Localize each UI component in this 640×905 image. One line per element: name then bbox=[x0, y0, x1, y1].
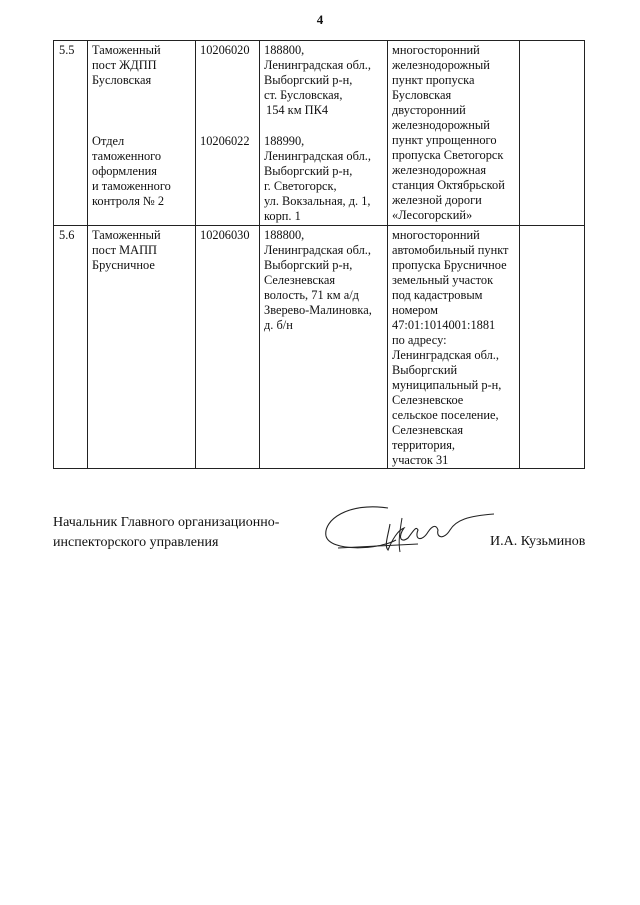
post-name-line: пост ЖДПП bbox=[92, 58, 157, 72]
address-line: ул. Вокзальная, д. 1, bbox=[264, 194, 371, 208]
description-line: двусторонний bbox=[392, 103, 466, 117]
row-number: 5.6 bbox=[54, 226, 88, 469]
description-line: муниципальный р-н, bbox=[392, 378, 502, 392]
description-line: Селезневское bbox=[392, 393, 464, 407]
description-line: участок 31 bbox=[392, 453, 449, 467]
post-name-line: Таможенный bbox=[92, 43, 161, 57]
address-line: 188990, bbox=[264, 134, 305, 148]
description-line: «Лесогорский» bbox=[392, 208, 473, 222]
address-cell bbox=[260, 41, 388, 226]
post-name-line: таможенного bbox=[92, 149, 162, 163]
description-line: станция Октябрьской bbox=[392, 178, 505, 192]
handwritten-signature-icon bbox=[318, 500, 498, 560]
empty-cell bbox=[520, 41, 585, 226]
post-name-line: пост МАПП bbox=[92, 243, 158, 257]
address-line: Выборгский р-н, bbox=[264, 258, 353, 272]
address-line: Выборгский р-н, bbox=[264, 164, 353, 178]
post-name-line: Брусничное bbox=[92, 258, 155, 272]
post-name-line: и таможенного bbox=[92, 179, 171, 193]
description-line: многосторонний bbox=[392, 43, 480, 57]
address-line: 188800, bbox=[264, 228, 305, 242]
description-line: пункт упрощенного bbox=[392, 133, 497, 147]
description-line: по адресу: bbox=[392, 333, 447, 347]
checkpoint-description-cell bbox=[388, 41, 520, 226]
customs-posts-table bbox=[53, 40, 585, 469]
description-line: железнодорожный bbox=[392, 118, 490, 132]
table-row bbox=[54, 41, 585, 226]
address-line: Выборгский р-н, bbox=[264, 73, 353, 87]
description-line: номером bbox=[392, 303, 438, 317]
table-row bbox=[54, 226, 585, 469]
description-line: сельское поселение, bbox=[392, 408, 499, 422]
description-line: железнодорожная bbox=[392, 163, 487, 177]
signatory-title-line: инспекторского управления bbox=[53, 535, 219, 550]
post-name-line: оформления bbox=[92, 164, 157, 178]
address-cell bbox=[260, 226, 388, 469]
post-code-cell bbox=[196, 41, 260, 226]
description-line: земельный участок bbox=[392, 273, 494, 287]
post-code: 10206030 bbox=[200, 228, 250, 242]
description-line: территория, bbox=[392, 438, 456, 452]
address-line: корп. 1 bbox=[264, 209, 301, 223]
post-name-line: контроля № 2 bbox=[92, 194, 165, 208]
page-number: 4 bbox=[316, 12, 324, 27]
address-line: 188800, bbox=[264, 43, 305, 57]
post-code: 10206022 bbox=[200, 134, 250, 148]
description-line: 47:01:1014001:1881 bbox=[392, 318, 496, 332]
description-line: железнодорожный bbox=[392, 58, 490, 72]
address-line: д. б/н bbox=[264, 318, 293, 332]
description-line: автомобильный пункт bbox=[392, 243, 509, 257]
description-line: Ленинградская обл., bbox=[392, 348, 499, 362]
address-line: Ленинградская обл., bbox=[264, 149, 371, 163]
address-line: Ленинградская обл., bbox=[264, 243, 371, 257]
row-number: 5.5 bbox=[54, 41, 88, 226]
description-line: многосторонний bbox=[392, 228, 480, 242]
checkpoint-description-cell bbox=[388, 226, 520, 469]
post-name-cell bbox=[88, 41, 196, 226]
post-name-line: Бусловская bbox=[92, 73, 152, 87]
description-line: Бусловская bbox=[392, 88, 452, 102]
description-line: пропуска Светогорск bbox=[392, 148, 504, 162]
address-line: ст. Бусловская, bbox=[264, 88, 343, 102]
address-line: Ленинградская обл., bbox=[264, 58, 371, 72]
description-line: Выборгский bbox=[392, 363, 458, 377]
post-code: 10206020 bbox=[200, 43, 250, 57]
post-code-cell bbox=[196, 226, 260, 469]
address-line: г. Светогорск, bbox=[264, 179, 337, 193]
description-line: железной дороги bbox=[392, 193, 482, 207]
empty-cell bbox=[520, 226, 585, 469]
description-line: пропуска Брусничное bbox=[392, 258, 507, 272]
address-line: Селезневская bbox=[264, 273, 336, 287]
post-name-line: Таможенный bbox=[92, 228, 161, 242]
post-name-cell bbox=[88, 226, 196, 469]
address-line: Зверево-Малиновка, bbox=[264, 303, 372, 317]
address-line: 154 км ПК4 bbox=[266, 103, 329, 117]
signatory-title bbox=[53, 513, 279, 553]
post-name-line: Отдел bbox=[92, 134, 125, 148]
signatory-title-line: Начальник Главного организационно- bbox=[53, 515, 280, 530]
address-line: волость, 71 км а/д bbox=[264, 288, 359, 302]
signatory-name: И.А. Кузьминов bbox=[490, 534, 586, 549]
description-line: под кадастровым bbox=[392, 288, 483, 302]
description-line: Селезневская bbox=[392, 423, 464, 437]
description-line: пункт пропуска bbox=[392, 73, 475, 87]
